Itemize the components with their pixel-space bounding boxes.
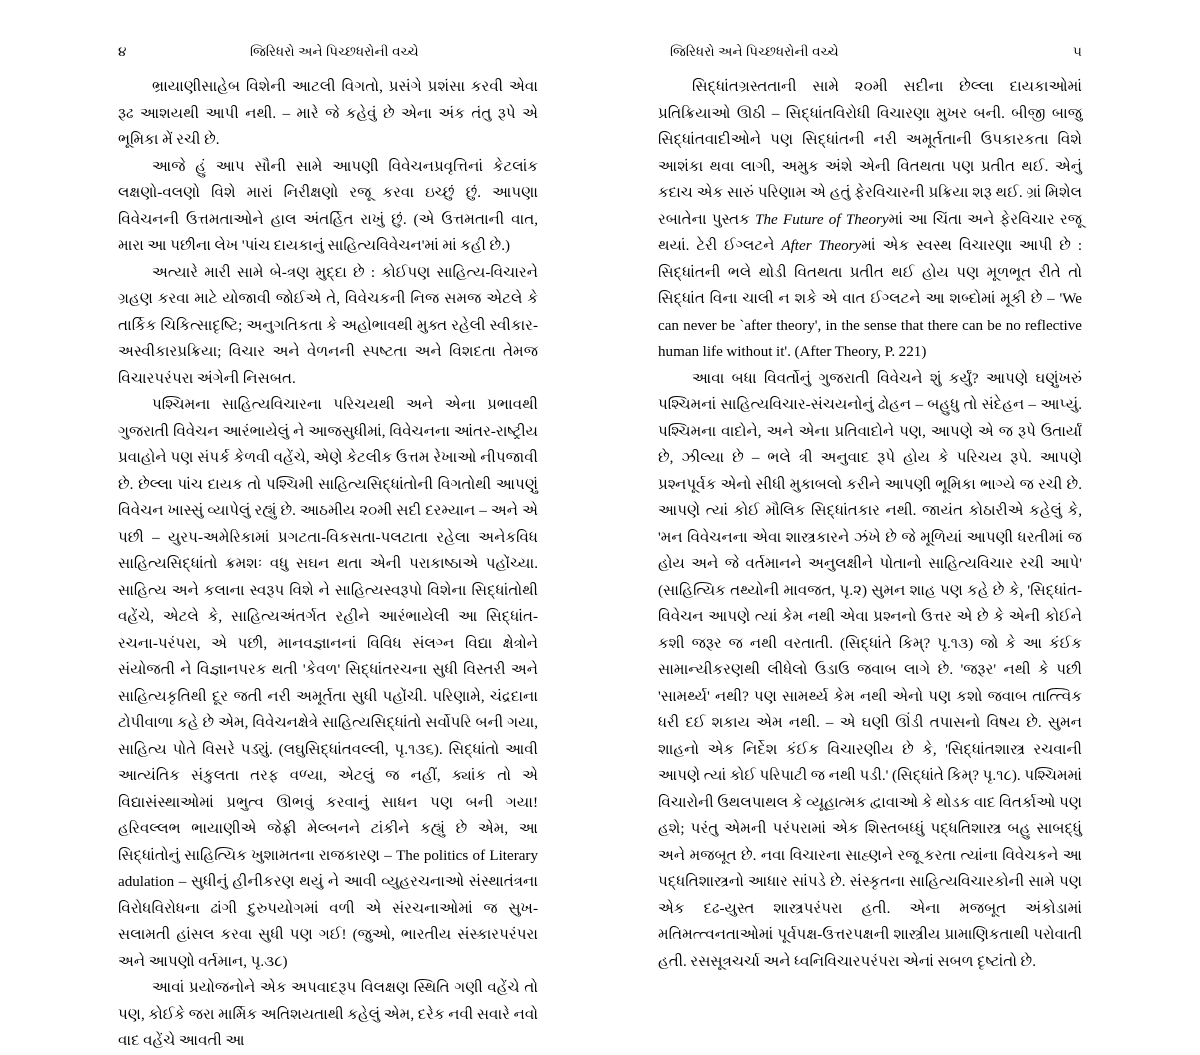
left-running-head [118, 44, 538, 74]
paragraph: ભ્રાયાણીસાહેબ વિશેની આટલી વિગતો, પ્રસંગે પ્રશંસા કરવી એવા રૂઢ આશયથી આપી નથી. – મારે જે કહેવું છે એના અંક તંતુ રૂપે એ ભૂમિકા મેં રચી છે. [118, 79, 538, 148]
paragraph: આવાં પ્રયોજનોને એક અપવાદરૂપ વિલક્ષણ સ્થિતિ ગણી વહેંચે તો પણ, કોઈકે જરા માર્મિક અતિશયતાથી કહેલું એમ, દરેક નવી સવારે નવો વાદ વહેંચે આવતી આ [118, 980, 538, 1049]
right-running-head [658, 44, 1082, 74]
paragraph: અત્યારે મારી સામે બે-ત્રણ મુદ્દા છે : કોઈપણ સાહિત્ય-વિચારને ગ્રહણ કરવા માટે યોજાવી જોઈએ તે, વિવેચકની નિજ સમજ એટલે કે તાર્કિક ચિકિત્સાદૃષ્ટિ; અનુગતિકતા કે અહોભાવથી મુક્ત રહેલી સ્વીકાર-અસ્વીકારપ્રક્રિયા; વિચાર અને વેળનની સ્પષ્ટતા અને વિશદતા તેમજ વિચારપરંપરા અંગેની નિસબત. [118, 264, 538, 387]
paragraph: આવા બધા વિવર્તોનું ગુજરાતી વિવેચને શું કર્યું? આપણે ઘણુંખરું પશ્ચિમનાં સાહિત્યવિચાર-સંચયનોનું ઢોહન – બહુધુ તો સંદેહન – આપ્યું. પશ્ચિમના વાદોને, અને એના પ્રતિવાદોને પણ, આપણે એ જ રૂપે ઉતાર્યાં છે, ઝીલ્યા છે – ભલે ત્રી અનુવાદ રૂપે હોય કે પરિચય રૂપે. આપણે પ્રશ્નપૂર્વક એનો સીધી મુકાબલો કરીને આપણી ભૂમિકા ભાગ્યે જ રચી છે. આપણે ત્યાં કોઈ મૌલિક સિદ્ધાંતકાર નથી. જાયંત કોઠારીએ કહેલું કે, 'મન વિવેચનના એવા શાસ્ત્રકારને ઝંખે છે જે મૂળિયાં આપણી ધરતીમાં જ હોય અને જે વર્તમાનને અનુલક્ષીને પોતાનો સાહિત્યવિચાર રચી આપે' (સાહિત્યિક તથ્યોની માવજત, પૃ.૨) સુમન શાહ પણ કહે છે કે, 'સિદ્ધાંત-વિવેચન આપણે ત્યાં કેમ નથી એવા પ્રશ્નનો ઉત્તર એ છે કે એની કોઈને કશી જરૂર જ નથી વરતાતી. (સિદ્ધાંતે કિમ્? પૃ.૧૩) જો કે આ કંઈક સામાન્યીકરણથી લીધેલો ઉડાઉ જવાબ લાગે છે. 'જરૂર' નથી કે પછી 'સામર્થ્ય' નથી? પણ સામર્થ્ય કેમ નથી એનો પણ કશો જવાબ તાત્ત્વિક ધરી દઈ શકાય એમ નથી. – એ ઘણી ઊંડી તપાસનો વિષય છે. સુમન શાહનો એક નિર્દેશ કંઈક વિચારણીય છે કે, 'સિદ્ધાંતશાસ્ત્ર રચવાની આપણે ત્યાં કોઈ પરિપાટી જ નથી પડી.' (સિદ્ધાંતે કિમ્? પૃ.૧૮). પશ્ચિમમાં વિચારોની ઉથલપાથલ કે વ્યૂહાત્મક દ્વાવાઓ કે થોડક વાદ વિતર્કાઓ પણ હશે; પરંતુ એમની પરંપરામાં એક શિસ્તબધ્ધું પદ્ધતિશાસ્ત્ર બહુ સાબદ્ધું અને મજબૂત છે. નવા વિચારના સાહ્ણને રજૂ કરતા ત્યાંના વિવેચકને આ પદ્ધતિશાસ્ત્રનો આધાર સાંપડે છે. સંસ્કૃતના સાહિત્યવિચારકોની સામે પણ એક દઢ-યુસ્ત શાસ્ત્રપરંપરા હતી. એના મજબૂત અંકોડામાં મતિમત્ત્વનતાઓમાં પૂર્વપક્ષ-ઉત્તરપક્ષની શાસ્ત્રીય પ્રામાણિકતાથી પરોવાતી હતી. રસસૂત્રચર્ચા અને ધ્વનિવિચારપરંપરા એનાં સબળ દૃષ્ટાંતો છે. [658, 370, 1082, 970]
left-page [0, 0, 600, 1049]
paragraph: પશ્ચિમના સાહિત્યવિચારના પરિચયથી અને એના પ્રભાવથી ગુજરાતી વિવેચન આરંભાયેલું ને આજસુધીમાં, વિવેચનના આંતર-રાષ્ટ્રીય પ્રવાહોને પણ સંપર્ક કેળવી વહેંચે, એણે કેટલીક ઉત્તમ રેખાઓ નીપજાવી છે. છેલ્લા પાંચ દાયક તો પશ્ચિમી સાહિત્યસિદ્ધાંતોની વિગતોથી આપણું વિવેચન ખાસ્સું વ્યાપેલું રહ્યું છે. આઠમીય ૨૦મી સદી દરમ્યાન – અને એ પછી – યુરપ-અમેરિકામાં પ્રગટતા-વિકસતા-પલટાતા રહેલા અનેકવિધ સાહિત્યસિદ્ધાંતો ક્રમશઃ વધુ સઘન થતા એની પરાકાષ્ઠાએ પહોંચ્યા. સાહિત્ય અને કલાના સ્વરૂપ વિશે ને સાહિત્યસ્વરૂપો વિશેના સિદ્ધાંતોથી વહેંચે, એટલે કે, સાહિત્યઅંતર્ગત રહીને આરંભાયેલી આ સિદ્ધાંત-રચના-પરંપરા, એ પછી, માનવજ્ઞાનનાં વિવિધ સંલગ્ન વિદ્યા ક્ષેત્રોને સંયોજતી ને વિજ્ઞાનપરક થતી 'કેવળ' સિદ્ધાંતરચના સુધી વિસ્તરી અને સાહિત્યકૃતિથી દૂર જતી નરી અમૂર્તતા સુધી પહોંચી. પરિણામે, ચંદ્રદાના ટોપીવાળા કહે છે એમ, વિવેચનક્ષેત્રે સાહિત્યસિદ્ધાંતો સર્વોપરિ બની ગયા, સાહિત્ય પોતે વિસરે પડ્યું. (લઘુસિદ્ધાંતવલ્લી, પૃ.૧૩૬). સિદ્ધાંતો આવી આત્યંતિક સંકુલતા તરફ વળ્યા, એટલું જ નહીં, ક્યાંક તો એ વિદ્યાસંસ્થાઓમાં પ્રભુત્વ ઊભવું કરવાનું સાધન પણ બની ગયા! હરિવલ્લભ ભાયાણીએ જેફ્રી મેલ્બનને ટાંકીને કહ્યું છે એમ, આ સિદ્ધાંતોનું સાહિત્યિક ખુશામતના રાજકારણ – The politics of Literary adulation – સુધીનું હીનીકરણ થયું ને આવી વ્યુહરચનાઓ સંસ્થાતંત્રના વિરોધવિરોધના ઢાંગી દુરુપયોગમાં વળી એ સંરચનાઓમાં જ સુખ-સલામતી હાંસલ કરવા સુધી પણ ગઈ! (જુઓ, ભારતીય સંસ્કારપરંપરા અને આપણો વર્તમાન, પૃ.૩૮) [118, 397, 538, 970]
paragraph: આજે હું આપ સૌની સામે આપણી વિવેચનપ્રવૃત્તિનાં કેટલાંક લક્ષણો-વલણો વિશે મારાં નિરીક્ષણો રજૂ કરવા ઇચ્છું છું. આપણા વિવેચનની ઉત્તમતાઓને હાલ અંતર્હિત રાખું છું. (એ ઉત્તમતાની વાત, મારા આ પછીના લેખ 'પાંચ દાયકાનું સાહિત્યવિવેચન'માં માં કહી છે.) [118, 158, 538, 254]
paragraph: સિદ્ધાંતગ્રસ્તતાની સામે ૨૦મી સદીના છેલ્લા દાયકાઓમાં પ્રતિક્રિયાઓ ઊઠી – સિદ્ધાંતવિરોધી વિચારણા મુખર બની. બીજી બાજુ સિદ્ધાંતવાદીઓને પણ સિદ્ધાંતની નરી અમૂર્તતાની ઉપકારકતા વિશે આશંકા થવા લાગી, અમુક અંશે એની વિતથતા પણ પ્રતીત થઈ. એનું કદાચ એક સારું પરિણામ એ હતું ફેરવિચારની પ્રક્રિયા શરૂ થઈ. ગ્રાં મિશેલ રબાતેના પુસ્તક The Future of Theoryમાં આ ચિંતા અને ફેરવિચાર રજૂ થયાં. ટેરી ઈગ્લટને After Theoryમાં એક સ્વસ્થ વિચારણા આપી છે : સિદ્ધાંતની ભલે થોડી વિતથતા પ્રતીત થઈ હોય પણ મૂળભૂત રીતે તો સિદ્ધાંત વિના ચાલી ન શકે એ વાત ઈગ્લટને આ શબ્દોમાં મૂકી છે – 'We can never be `after theory', in the sense that there can be no reflective human life without it'. (After Theory, P. 221) [658, 79, 1083, 360]
right-page-number: ૫ [1073, 44, 1082, 59]
right-running-title: જિરિધરો અને પિચ્છધરોની વચ્ચે [670, 44, 839, 59]
left-running-title: જિરિધરો અને પિચ્છધરોની વચ્ચે [250, 44, 419, 59]
left-page-body [118, 74, 538, 1055]
right-page [600, 0, 1200, 970]
right-page-body [658, 74, 1082, 975]
left-page-number: ૪ [118, 44, 127, 59]
